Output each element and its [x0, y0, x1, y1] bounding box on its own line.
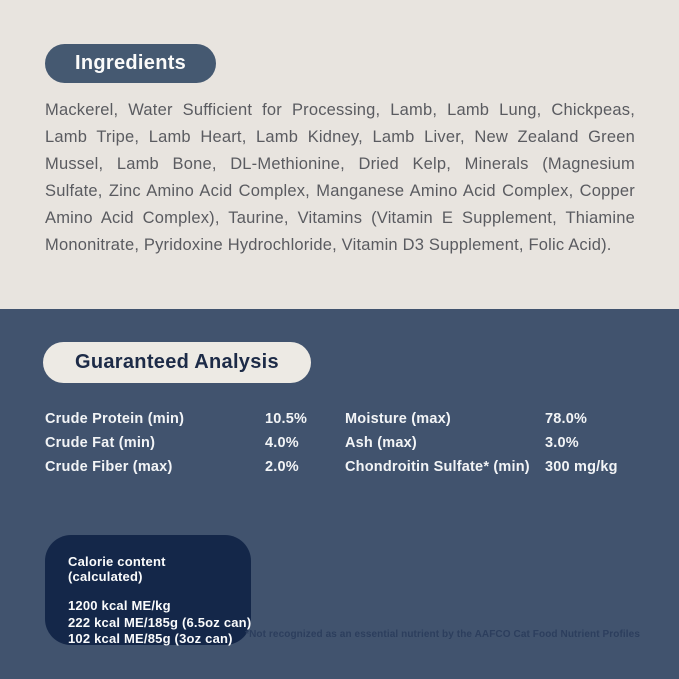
table-row	[45, 455, 345, 479]
guaranteed-analysis-section	[0, 309, 679, 679]
ingredients-heading: Ingredients	[75, 52, 187, 74]
table-row	[345, 407, 635, 431]
ingredients-section	[0, 0, 679, 309]
nutrient-value: 300 mg/kg	[545, 459, 618, 475]
aafco-footnote: *Not recognized as an essential nutrient by the AAFCO Cat Food Nutrient Profiles	[245, 629, 640, 640]
calorie-content-title: Calorie content (calculated)	[68, 554, 166, 584]
calorie-line-185g: 222 kcal ME/185g (6.5oz can)	[68, 614, 252, 630]
nutrient-label: Crude Protein (min)	[45, 411, 185, 427]
nutrient-value: 2.0%	[265, 459, 299, 475]
calorie-line-85g: 102 kcal ME/85g (3oz can)	[68, 631, 233, 646]
nutrient-value: 4.0%	[265, 435, 299, 451]
analysis-column-left	[45, 407, 345, 479]
table-row	[45, 431, 345, 455]
calorie-content-card	[45, 535, 251, 645]
ingredients-heading-pill	[45, 44, 216, 83]
table-row	[345, 455, 635, 479]
nutrient-label: Ash (max)	[345, 435, 417, 451]
guaranteed-analysis-heading: Guaranteed Analysis	[75, 351, 279, 373]
nutrient-label: Moisture (max)	[345, 411, 451, 427]
ingredients-paragraph: Mackerel, Water Sufficient for Processing, Lamb, Lamb Lung, Chickpeas, Lamb Tripe, Lamb Heart, Lamb Kidney, Lamb Liver, New Zealand Green Mussel, Lamb Bone, DL-Methionine, Dried Kelp, Minerals (Magnesium Sulfate, Zinc Amino Acid Complex, Manganese Amino Acid Complex, Copper Amino Acid Complex), Taurine, Vitamins (Vitamin E Supplement, Thiamine Mononitrate, Pyridoxine Hydrochloride, Vitamin D3 Supplement, Folic Acid).	[45, 101, 635, 254]
nutrient-value: 78.0%	[545, 411, 588, 427]
nutrient-value: 3.0%	[545, 435, 579, 451]
calorie-line-kg: 1200 kcal ME/kg	[68, 598, 171, 613]
nutrient-label: Crude Fiber (max)	[45, 459, 173, 475]
nutrient-label: Chondroitin Sulfate* (min)	[345, 459, 530, 475]
guaranteed-analysis-table	[45, 407, 635, 479]
table-row	[45, 407, 345, 431]
guaranteed-analysis-heading-pill	[43, 342, 311, 383]
table-row	[345, 431, 635, 455]
nutrient-value: 10.5%	[265, 411, 308, 427]
analysis-column-right	[345, 407, 635, 479]
nutrient-label: Crude Fat (min)	[45, 435, 156, 451]
